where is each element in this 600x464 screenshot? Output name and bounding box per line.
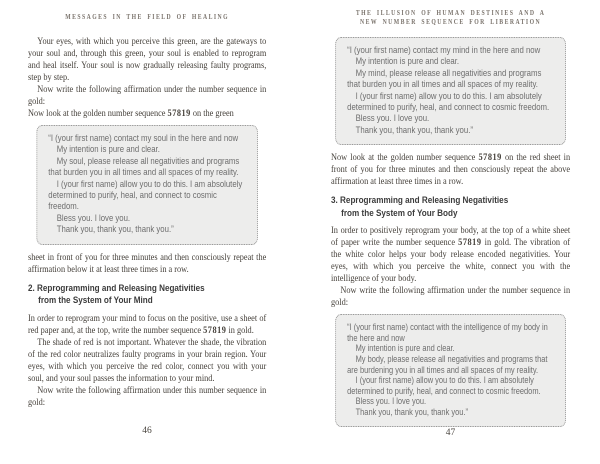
page-left (28, 13, 266, 409)
affirmation-line: Bless you. I love you. (355, 396, 427, 407)
body-paragraph (28, 337, 266, 385)
affirmation-line: Thank you, thank you, thank you.” (355, 124, 473, 135)
affirmation-line: I (your first name) allow you to do this. I am absolutely determined to purify, heal, and connect to cosmic freedom. (347, 375, 541, 396)
text-segment: In order to reprogram your mind to focus on the positive, use a sheet of red paper and, at the top, write the number sequence (28, 312, 267, 336)
body-paragraph (331, 285, 570, 309)
text-segment: Your eyes, with which you perceive this green, are the gateways to your soul and, through this green, your soul is enabled to reprogram and heal itself. Your soul is now gradually releasing faulty programs, step by step. (28, 36, 267, 83)
affirmation-line: Bless you. I love you. (56, 212, 131, 223)
affirmation-line: My soul, please release all negativities and programs that burden you in all times and all spaces of my reality. (48, 155, 240, 178)
affirmation-line: My intention is pure and clear. (355, 56, 460, 67)
affirmation-line: Bless you. I love you. (355, 113, 430, 124)
page-number-right: 47 (445, 428, 456, 438)
body-paragraph (331, 225, 570, 285)
affirmation-box (335, 37, 566, 145)
page-right (331, 9, 570, 434)
running-head (331, 9, 570, 27)
text-segment: on the green (190, 108, 234, 119)
affirmation-line: Thank you, thank you, thank you.” (56, 224, 174, 235)
text-segment: In order to positively reprogram your body, at the top of a white sheet of paper write the number sequence (331, 225, 571, 249)
page-number-left: 46 (142, 426, 152, 436)
text-segment: in gold. The vibration of the white color helps your body release encoded negativities. Your eyes, with which you perceive the white, connect you with the intelligence of your body. (331, 237, 571, 285)
text-segment: on the red sheet in front of you for three minutes and then consciously repeat the above affirmation at least three times in a row. (331, 152, 571, 188)
body-paragraph (28, 84, 266, 108)
text-segment: Now look at the golden number sequence (28, 108, 168, 119)
text-segment: Now write the following affirmation under the number sequence in gold: (28, 84, 267, 107)
body-paragraph (28, 108, 266, 120)
affirmation-line: I (your first name) allow you to do this. I am absolutely determined to purify, heal, and connect to cosmic freedom. (347, 90, 550, 113)
number-sequence: 57819 (458, 237, 482, 249)
number-sequence: 57819 (478, 152, 502, 164)
page-body (331, 37, 570, 427)
running-head-line: NEW NUMBER SEQUENCE FOR LIBERATION (360, 19, 542, 26)
affirmation-line: Thank you, thank you, thank you.” (355, 407, 468, 417)
running-head-line: THE ILLUSION OF HUMAN DESTINIES AND A (355, 10, 546, 17)
number-sequence: 57819 (167, 108, 191, 119)
body-paragraph (28, 385, 266, 409)
body-paragraph (331, 152, 570, 188)
number-sequence: 57819 (203, 324, 227, 336)
page-body (28, 36, 266, 409)
text-segment: in gold. (226, 324, 254, 336)
affirmation-box (36, 125, 257, 245)
text-segment: Now look at the golden number sequence (331, 152, 479, 164)
running-head (28, 13, 266, 22)
section-heading (28, 283, 266, 308)
affirmation-box (335, 314, 566, 426)
body-paragraph (28, 36, 266, 84)
section-heading (331, 195, 570, 220)
affirmation-line: My mind, please release all negativities and programs that burden you in all times and all spaces of my reality. (347, 67, 542, 90)
running-head-line: MESSAGES IN THE FIELD OF HEALING (65, 14, 230, 21)
section-heading-line: from the System of Your Body (341, 207, 458, 219)
text-segment: Now write the following affirmation under this number sequence in gold: (28, 384, 267, 408)
body-paragraph (28, 252, 266, 276)
affirmation-line: I (your first name) allow you to do this. I am absolutely determined to purify, heal, and connect to cosmic freedom. (48, 178, 243, 212)
text-segment: The shade of red is not important. Whatever the shade, the vibration of the red color neutralizes faulty programs in your brain region. Your eyes, with which you perceive the red color, connect you with your soul, and your soul passes the information to your mind. (28, 336, 267, 384)
text-segment: sheet in front of you for three minutes and then consciously repeat the affirmation below it at least three times in a row. (28, 251, 267, 275)
affirmation-line: “I (your first name) contact my mind in the here and now (347, 45, 541, 55)
body-paragraph (28, 313, 266, 337)
affirmation-line: “I (your first name) contact my soul in the here and now (48, 133, 239, 143)
affirmation-line: “I (your first name) contact with the intelligence of my body in the here and now (347, 322, 548, 343)
affirmation-line: My body, please release all negativities and programs that are burdening you in all times and all spaces of my reality. (347, 354, 548, 375)
affirmation-line: My intention is pure and clear. (355, 343, 455, 354)
section-heading-line: 3. Reprogramming and Releasing Negativities (331, 195, 509, 207)
affirmation-line: My intention is pure and clear. (56, 144, 160, 155)
text-segment: Now write the following affirmation under the number sequence in gold: (331, 285, 571, 309)
section-heading-line: 2. Reprogramming and Releasing Negativities (28, 282, 205, 294)
section-heading-line: from the System of Your Mind (38, 295, 153, 307)
